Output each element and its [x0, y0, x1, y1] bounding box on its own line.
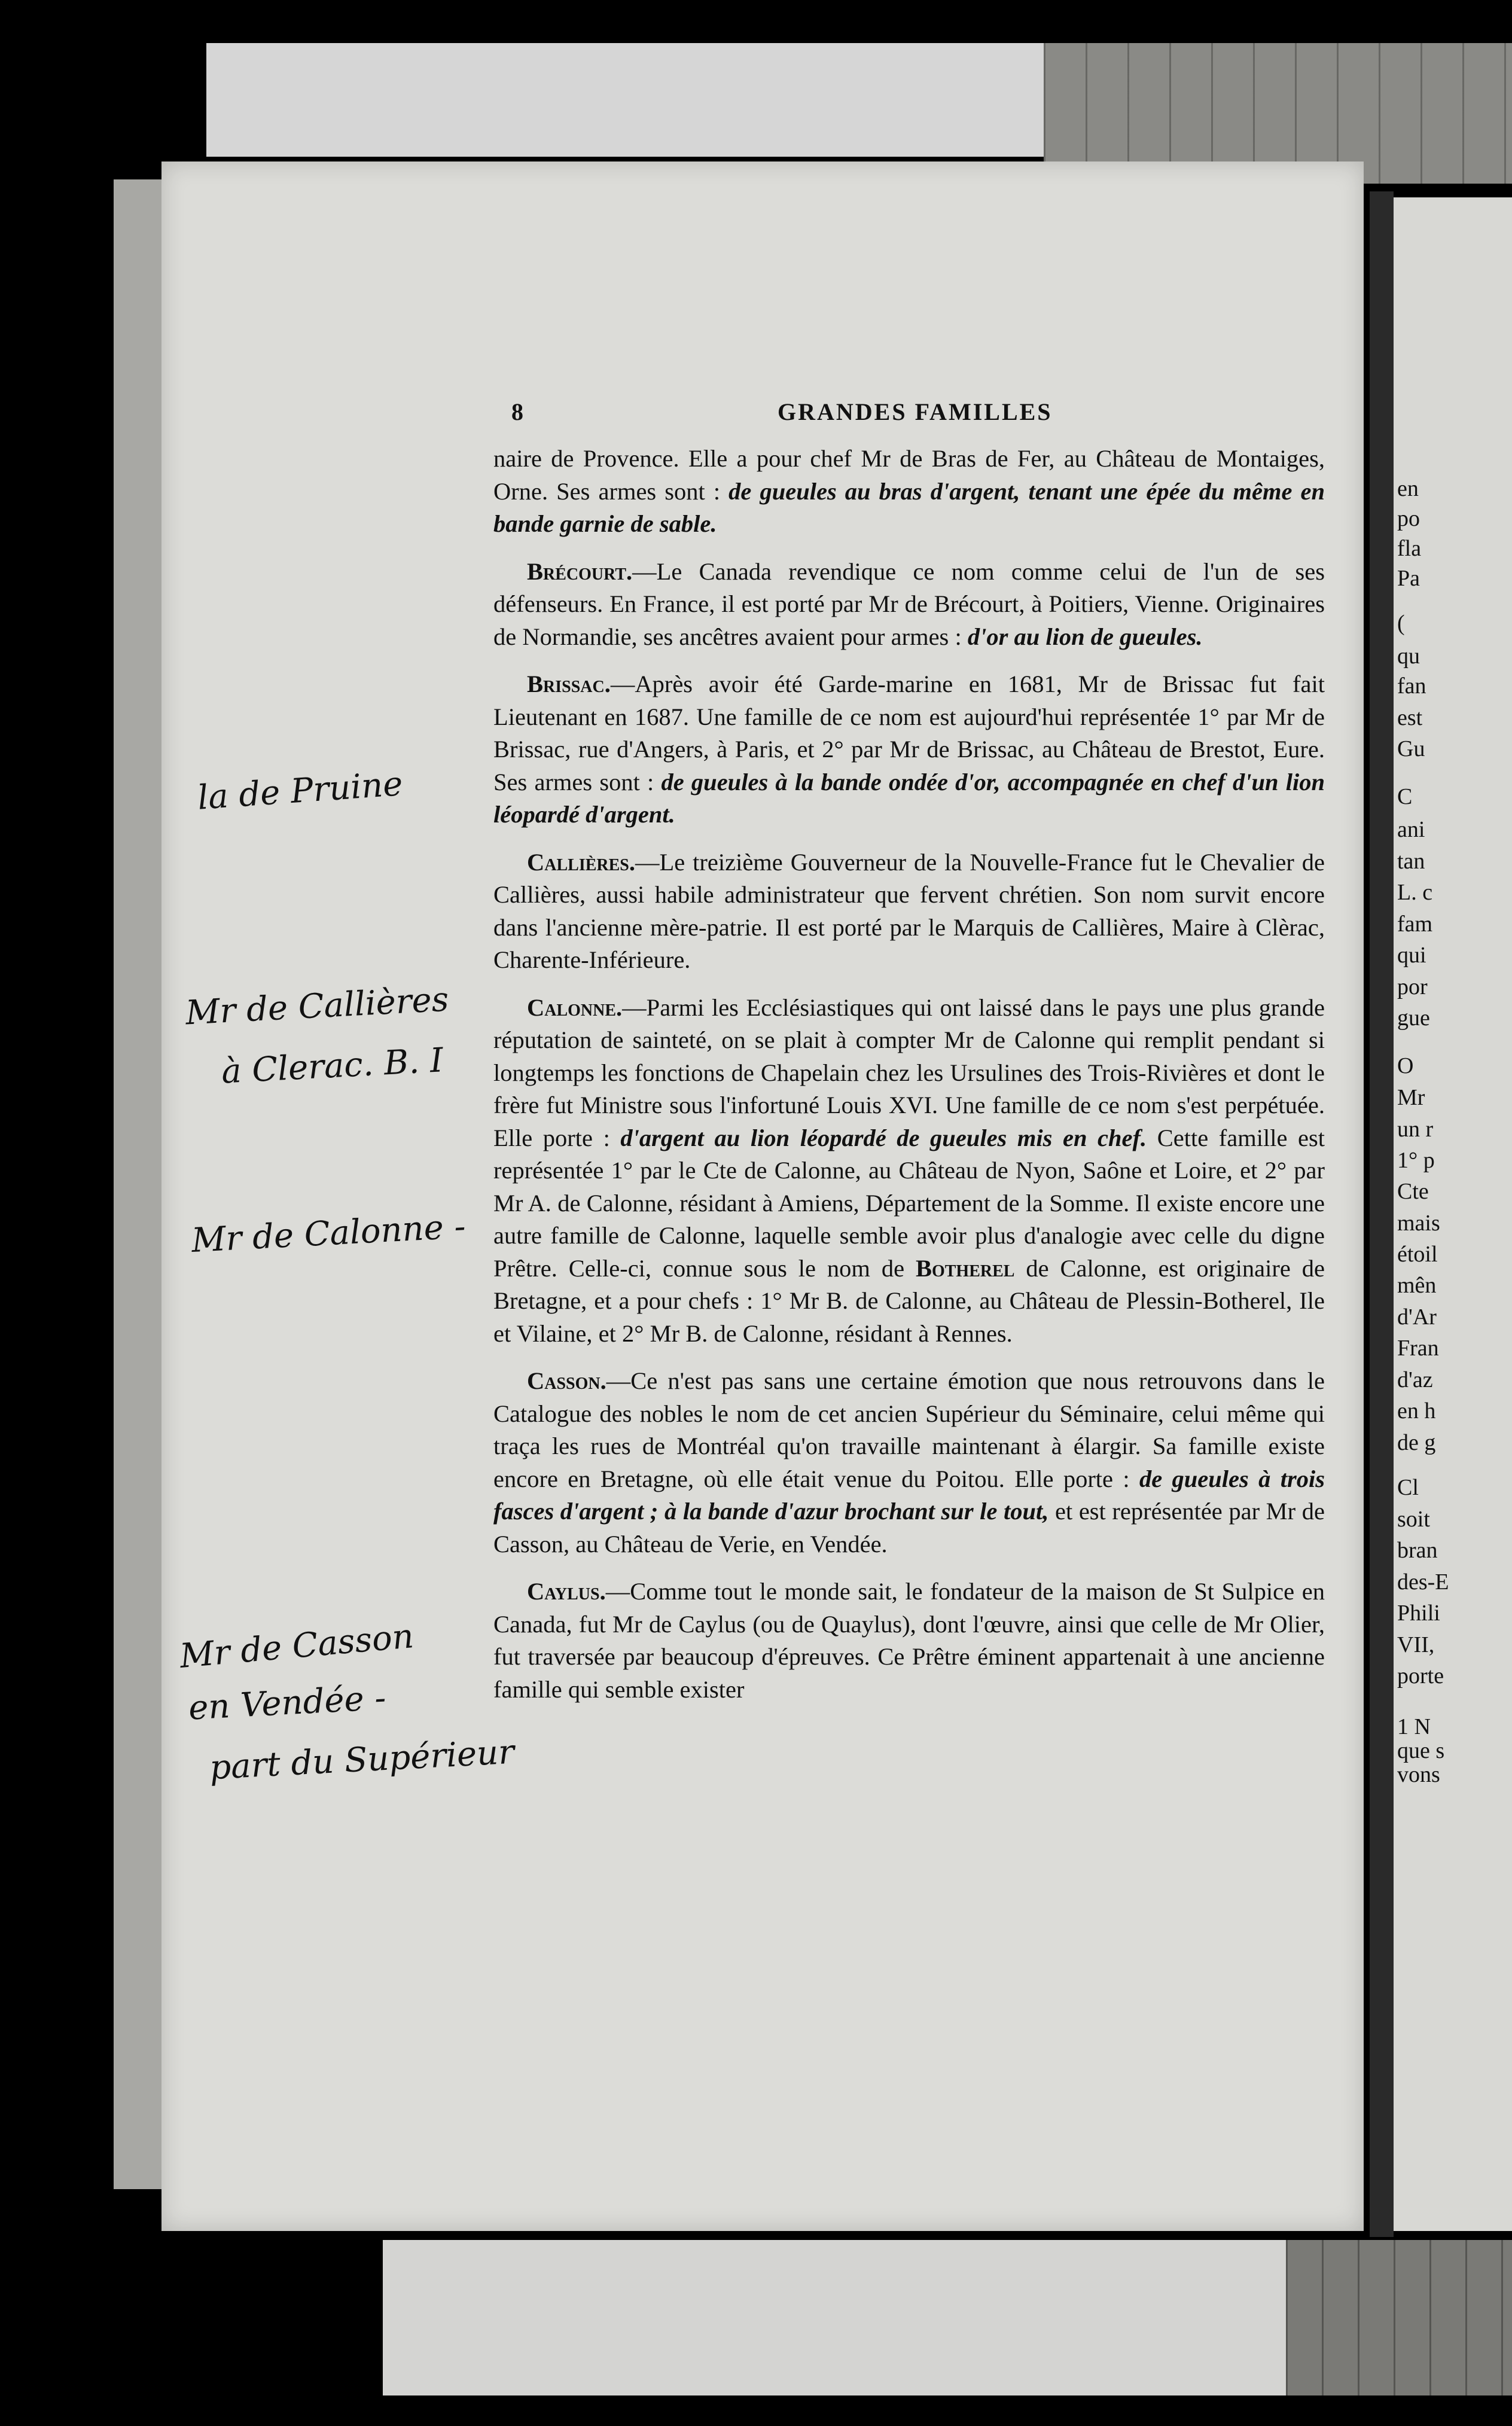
facing-page-line: mên: [1397, 1273, 1437, 1298]
paragraph-text: —Le Canada revendique ce nom comme celui de l'un de ses défenseurs. En France, il est porté par Mr de Brécourt, à Poitiers, Vienne. Originaires de Normandie, ses ancêtres avaient pour armes :: [493, 557, 1325, 650]
handwritten-note: Mr de Calonne -: [190, 1207, 467, 1260]
facing-page: [1394, 197, 1512, 2231]
facing-page-line: Gu: [1397, 736, 1425, 761]
entry-caylus: [493, 1575, 1325, 1706]
page-body: [493, 443, 1325, 1721]
entry-brissac: [493, 668, 1325, 831]
facing-page-line: en h: [1397, 1398, 1436, 1424]
paragraph-text: et est représentée par Mr de Casson, au Château de Verie, en Vendée.: [493, 1498, 1325, 1558]
facing-page-line: mais: [1397, 1211, 1440, 1236]
facing-page-line: 1 N: [1397, 1714, 1431, 1739]
entry-heading: Calonne.: [527, 993, 623, 1021]
facing-page-line: est: [1397, 705, 1423, 730]
facing-page-line: des-E: [1397, 1569, 1449, 1595]
arms-blazon: d'argent au lion léopardé de gueules mis en chef.: [620, 1124, 1147, 1151]
facing-page-line: Cl: [1397, 1475, 1419, 1500]
entry-brecourt: [493, 556, 1325, 654]
facing-page-line: (: [1397, 611, 1405, 636]
entry-heading: Brécourt.: [527, 557, 633, 585]
page-number: 8: [511, 398, 523, 425]
facing-page-line: O: [1397, 1053, 1414, 1078]
scan-background-wood-bottom: [1286, 2240, 1512, 2395]
scan-background-top: [206, 43, 1056, 157]
entry-heading: Brissac.: [527, 670, 611, 697]
facing-page-line: gue: [1397, 1005, 1430, 1031]
facing-page-line: VII,: [1397, 1632, 1435, 1657]
facing-page-line: 1° p: [1397, 1148, 1435, 1173]
facing-page-line: un r: [1397, 1117, 1434, 1142]
handwritten-note: part du Supérieur: [208, 1732, 516, 1788]
facing-page-line: tan: [1397, 849, 1425, 874]
facing-page-line: fla: [1397, 536, 1422, 561]
facing-page-line: Mr: [1397, 1085, 1425, 1110]
handwritten-note: Mr de Callières: [184, 980, 450, 1033]
handwritten-note: Mr de Casson: [178, 1617, 416, 1676]
facing-page-line: soit: [1397, 1507, 1430, 1532]
entry-casson: [493, 1365, 1325, 1561]
arms-blazon: de gueules au bras d'argent, tenant une épée du même en bande garnie de sable.: [493, 477, 1325, 537]
arms-blazon: de gueules à la bande ondée d'or, accompagnée en chef d'un lion léopardé d'argent.: [493, 768, 1325, 828]
facing-page-line: que s: [1397, 1738, 1445, 1763]
facing-page-line: qu: [1397, 644, 1420, 669]
entry-heading: Caylus.: [527, 1578, 606, 1605]
facing-page-line: L. c: [1397, 880, 1433, 905]
facing-page-line: qui: [1397, 943, 1426, 968]
facing-page-line: de g: [1397, 1430, 1436, 1455]
facing-page-line: vons: [1397, 1762, 1440, 1787]
entry-callieres: [493, 846, 1325, 977]
entry-calonne: [493, 992, 1325, 1351]
facing-page-line: ani: [1397, 817, 1425, 842]
handwritten-note: à Clerac. B. I: [220, 1041, 444, 1092]
facing-page-line: po: [1397, 506, 1420, 531]
arms-blazon: d'or au lion de gueules.: [967, 623, 1203, 650]
facing-page-line: Cte: [1397, 1179, 1429, 1204]
paragraph-text: —Comme tout le monde sait, le fondateur de la maison de St Sulpice en Canada, fut Mr de Caylus (ou de Quaylus), dont l'œuvre, ainsi que celle de Mr Olier, fut traversée par beaucoup d'épreuves. Ce Prêtre éminent appartenait à une ancienne famille qui semble exister: [493, 1578, 1325, 1703]
book-gutter: [1370, 191, 1394, 2237]
facing-page-line: étoil: [1397, 1242, 1438, 1267]
paragraph-text: naire de Provence. Elle a pour chef Mr de Bras de Fer, au Château de Montaiges, Orne. Ses armes sont :: [493, 445, 1325, 505]
facing-page-line: Phili: [1397, 1601, 1440, 1626]
paragraph-text: —Ce n'est pas sans une certaine émotion que nous retrouvons dans le Catalogue des nobles le nom de cet ancien Supérieur du Séminaire, celui même qui traça les rues de Montréal qu'on travaille maintenant à élargir. Sa famille existe encore en Bretagne, où elle était venue du Poitou. Elle porte :: [493, 1367, 1325, 1492]
entry-heading: Casson.: [527, 1367, 606, 1394]
facing-page-line: Pa: [1397, 566, 1420, 591]
handwritten-note: la de Pruine: [196, 764, 404, 818]
facing-page-line: por: [1397, 974, 1428, 999]
facing-page-line: d'Ar: [1397, 1305, 1437, 1330]
arms-blazon: de gueules à trois fasces d'argent ; à la bande d'azur brochant sur le tout,: [493, 1465, 1325, 1525]
facing-page-line: en: [1397, 476, 1419, 501]
facing-page-line: porte: [1397, 1663, 1444, 1689]
family-name: Botherel: [915, 1254, 1015, 1282]
paragraph-text: de Calonne, est originaire de Bretagne, et a pour chefs : 1° Mr B. de Calonne, au Château de Plessin-Botherel, Ile et Vilaine, et 2° Mr B. de Calonne, résidant à Rennes.: [493, 1254, 1325, 1347]
facing-page-line: fan: [1397, 673, 1426, 699]
facing-page-line: d'az: [1397, 1367, 1433, 1392]
facing-page-line: fam: [1397, 912, 1433, 937]
running-head: GRANDES FAMILLES: [778, 398, 1053, 425]
facing-page-line: Fran: [1397, 1336, 1439, 1361]
facing-page-line: bran: [1397, 1538, 1438, 1563]
entry-heading: Callières.: [527, 848, 635, 876]
paragraph-provence: [493, 443, 1325, 541]
paragraph-text: —Après avoir été Garde-marine en 1681, Mr de Brissac fut fait Lieutenant en 1687. Une famille de ce nom est aujourd'hui représentée 1° par Mr de Brissac, rue d'Angers, à Paris, et 2° par Mr de Brissac, au Château de Brestot, Eure. Ses armes sont :: [493, 670, 1325, 796]
facing-page-line: C: [1397, 784, 1413, 809]
handwritten-note: en Vendée -: [187, 1678, 387, 1728]
paragraph-text: —Le treizième Gouverneur de la Nouvelle-France fut le Chevalier de Callières, aussi habile administrateur que fervent chrétien. Son nom survit encore dans l'ancienne mère-patrie. Il est porté par le Marquis de Callières, Maire à Clèrac, Charente-Inférieure.: [493, 848, 1325, 973]
paragraph-text: Cette famille est représentée 1° par le Cte de Calonne, au Château de Nyon, Saône et Loire, et 2° par Mr A. de Calonne, résidant à Amiens, Département de la Somme. Il existe encore une autre famille de Calonne, laquelle semble avoir plus d'analogie avec celle du digne Prêtre. Celle-ci, connue sous le nom de: [493, 1124, 1325, 1282]
paragraph-text: —Parmi les Ecclésiastiques qui ont laissé dans le pays une plus grande réputation de sainteté, on se plait à compter Mr de Calonne qui remplit pendant si longtemps les fonctions de Chapelain chez les Ursulines des Trois-Rivières et dont le frère fut Ministre sous l'infortuné Louis XVI. Une famille de ce nom s'est perpétuée. Elle porte :: [493, 993, 1325, 1151]
